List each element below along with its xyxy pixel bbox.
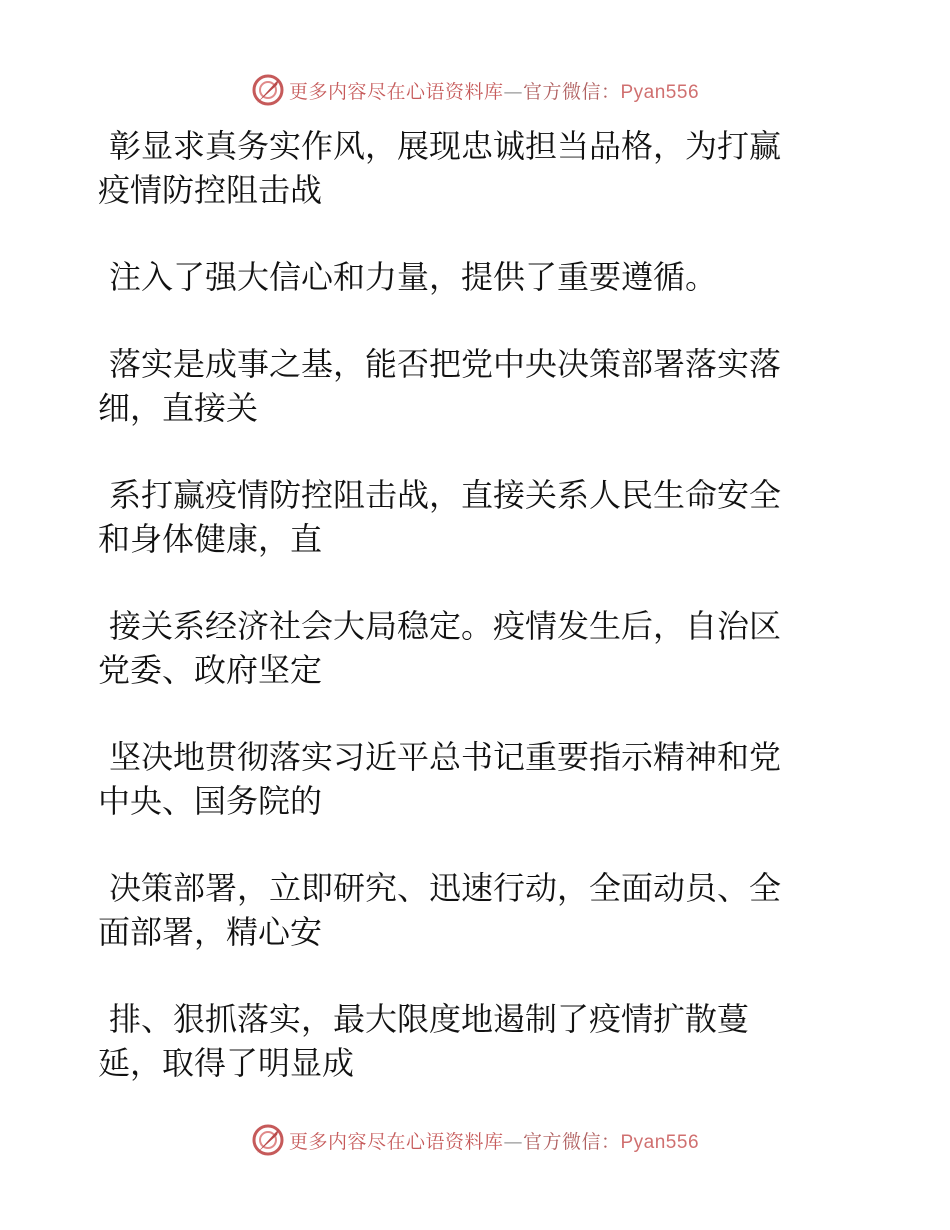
text-line: 接关系经济社会大局稳定。疫情发生后，自治区 bbox=[109, 607, 782, 645]
watermark-site: 更多内容尽在心语资料库 bbox=[288, 80, 504, 103]
text-line: 落实是成事之基，能否把党中央决策部署落实落 bbox=[109, 345, 782, 383]
text-line: 面部署，精心安 bbox=[98, 913, 323, 951]
text-line: 系打赢疫情防控阻击战，直接关系人民生命安全 bbox=[109, 476, 782, 514]
watermark-footer bbox=[0, 1120, 950, 1160]
watermark-header bbox=[0, 70, 950, 110]
paragraph bbox=[98, 342, 838, 430]
text-line: 细，直接关 bbox=[98, 389, 259, 427]
text-line: 注入了强大信心和力量，提供了重要遵循。 bbox=[109, 258, 718, 296]
pen-logo-icon bbox=[251, 1123, 285, 1157]
watermark-id: Pyan556 bbox=[620, 81, 700, 103]
watermark-dash: — bbox=[503, 1130, 523, 1153]
watermark-id: Pyan556 bbox=[620, 1131, 700, 1153]
watermark-text bbox=[289, 77, 699, 104]
text-line: 疫情防控阻击战 bbox=[98, 171, 323, 209]
paragraph bbox=[98, 604, 838, 692]
text-line: 彰显求真务实作风，展现忠诚担当品格，为打赢 bbox=[109, 127, 782, 165]
text-line: 党委、政府坚定 bbox=[98, 651, 323, 689]
text-line: 坚决地贯彻落实习近平总书记重要指示精神和党 bbox=[109, 738, 782, 776]
paragraph bbox=[98, 255, 838, 299]
text-line: 延，取得了明显成 bbox=[98, 1044, 355, 1082]
paragraph bbox=[98, 997, 838, 1085]
watermark-site: 更多内容尽在心语资料库 bbox=[288, 1130, 504, 1153]
document-body bbox=[98, 124, 838, 1128]
watermark-text bbox=[289, 1127, 699, 1154]
watermark-dash: — bbox=[503, 80, 523, 103]
paragraph bbox=[98, 473, 838, 561]
text-line: 决策部署，立即研究、迅速行动，全面动员、全 bbox=[109, 869, 782, 907]
text-line: 排、狠抓落实，最大限度地遏制了疫情扩散蔓 bbox=[109, 1000, 750, 1038]
watermark-label: 官方微信： bbox=[522, 1130, 621, 1153]
text-line: 中央、国务院的 bbox=[98, 782, 323, 820]
paragraph bbox=[98, 124, 838, 212]
paragraph bbox=[98, 735, 838, 823]
paragraph bbox=[98, 866, 838, 954]
text-line: 和身体健康，直 bbox=[98, 520, 323, 558]
watermark-label: 官方微信： bbox=[522, 80, 621, 103]
pen-logo-icon bbox=[251, 73, 285, 107]
